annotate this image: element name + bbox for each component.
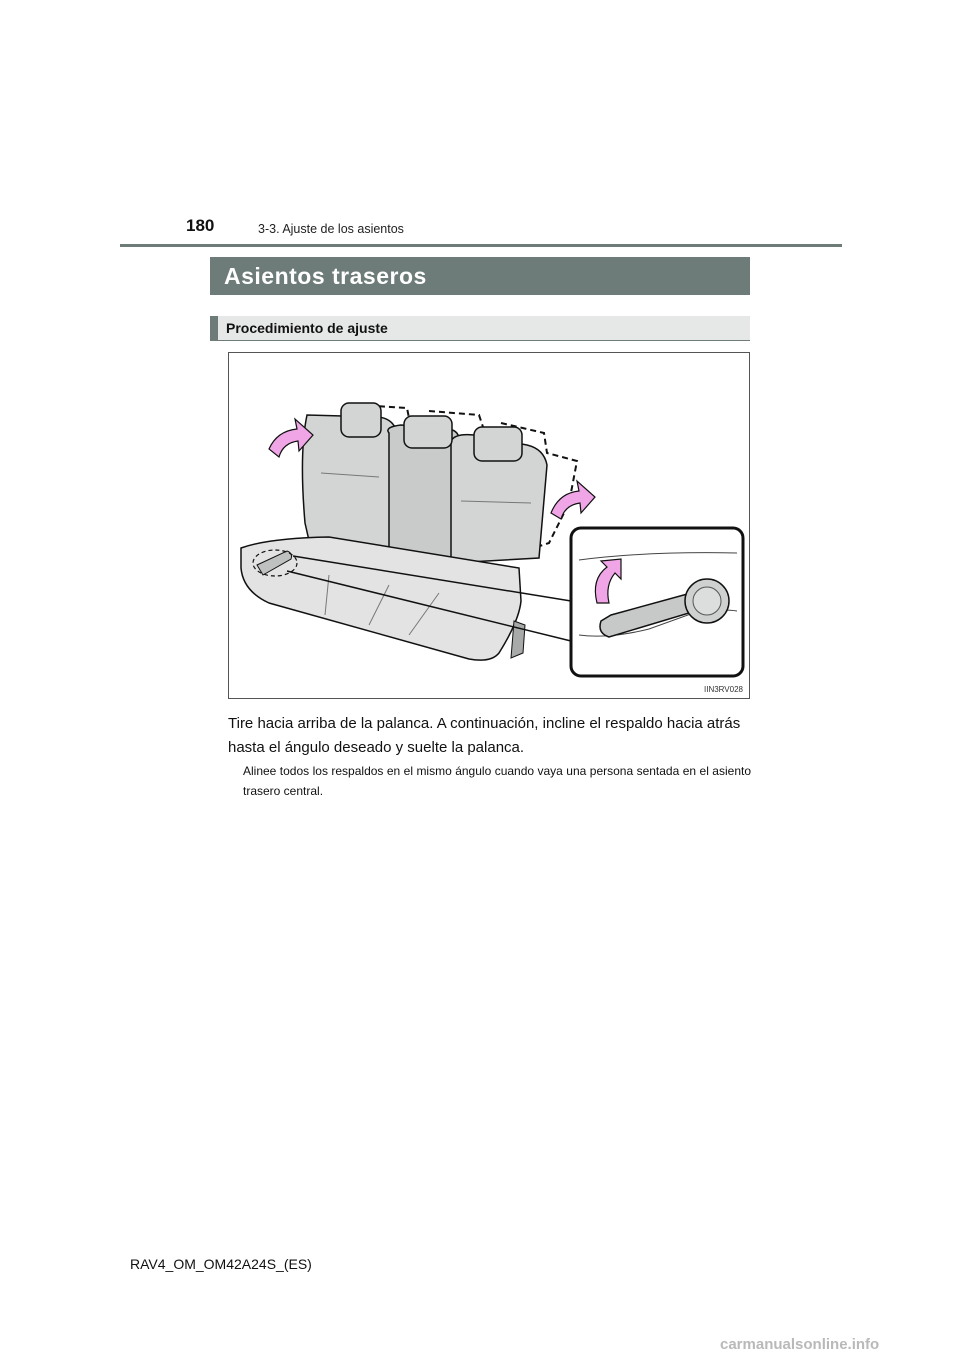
section-reference: 3-3. Ajuste de los asientos bbox=[258, 222, 404, 236]
title-bar bbox=[210, 257, 750, 295]
watermark: carmanualsonline.info bbox=[720, 1336, 880, 1353]
page-title: Asientos traseros bbox=[224, 262, 427, 289]
headrest-right bbox=[474, 427, 522, 461]
manual-code: RAV4_OM_OM42A24S_(ES) bbox=[130, 1256, 312, 1272]
rear-seat-drawing bbox=[229, 353, 749, 698]
instruction-text: Tire hacia arriba de la palanca. A continuación, incline el respaldo hacia atrás hasta el ángulo deseado y suelte la palanca. bbox=[228, 715, 741, 756]
header-rule bbox=[120, 244, 842, 247]
headrest-left bbox=[341, 403, 381, 437]
seat-illustration bbox=[228, 352, 750, 699]
note-text: Alinee todos los respaldos en el mismo ángulo cuando vaya una persona sentada en el asiento trasero central. bbox=[243, 764, 751, 798]
figure-code: IIN3RV028 bbox=[704, 685, 743, 694]
subheading-marker bbox=[210, 316, 218, 340]
subheading: Procedimiento de ajuste bbox=[226, 320, 388, 336]
headrest-center bbox=[404, 416, 452, 448]
subheading-bar bbox=[210, 316, 750, 341]
lever-detail-inset bbox=[571, 528, 743, 676]
page-number: 180 bbox=[186, 216, 215, 235]
